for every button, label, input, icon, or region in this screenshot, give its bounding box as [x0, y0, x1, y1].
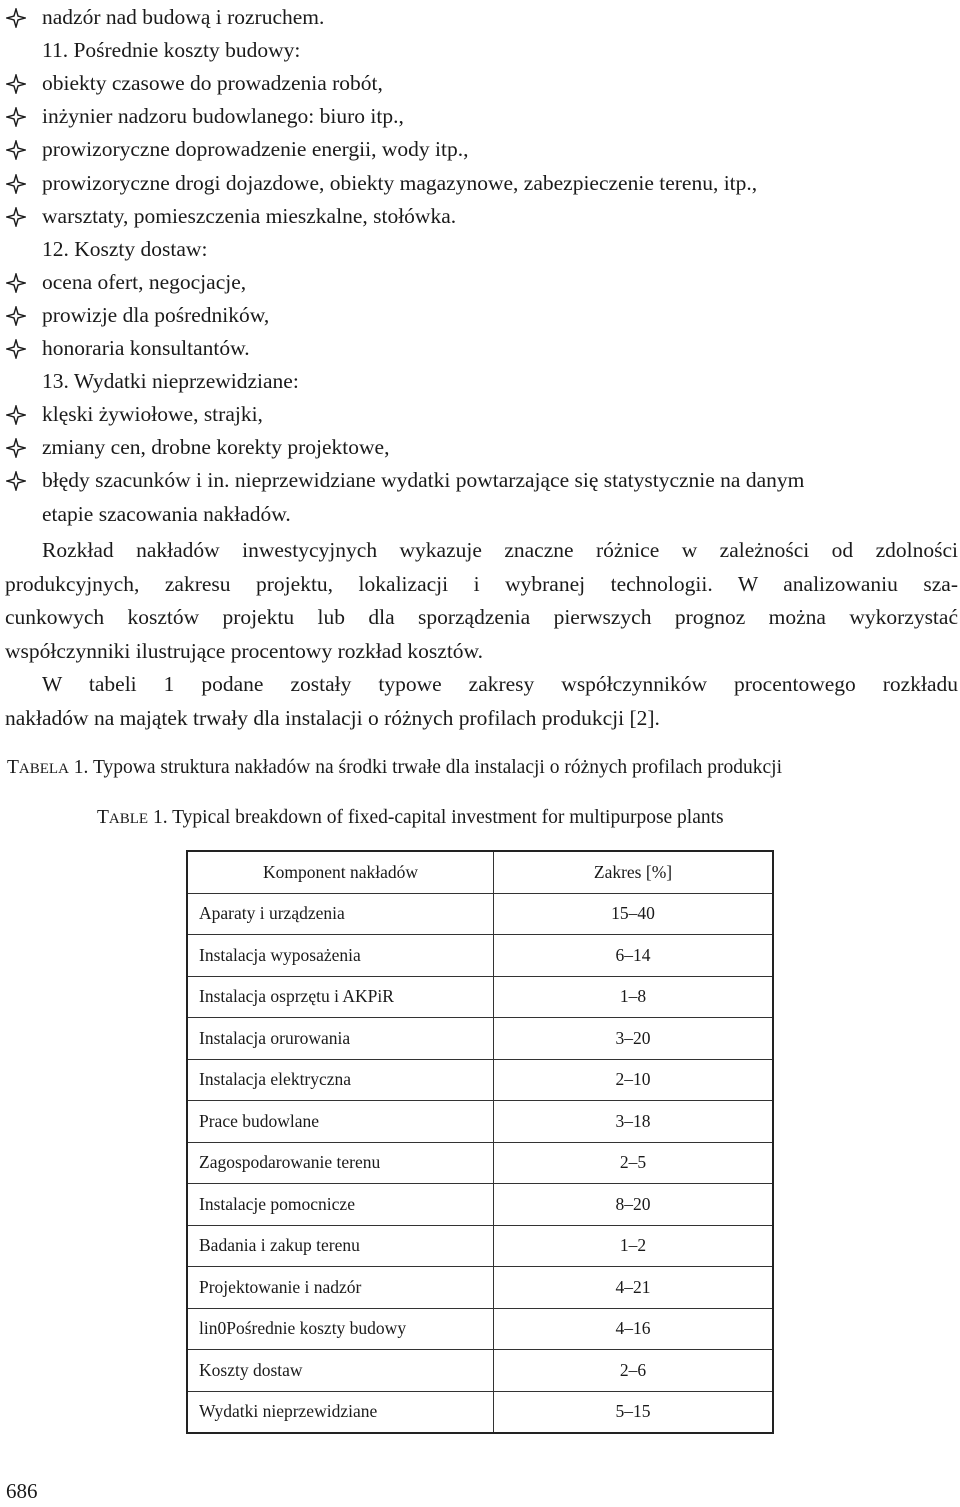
- section-heading-text: 13. Wydatki nieprzewidziane:: [42, 369, 299, 394]
- table-row: [187, 1225, 773, 1267]
- cell-component: Projektowanie i nadzór: [187, 1267, 494, 1309]
- star-bullet-icon: [6, 207, 26, 227]
- list-item-text: prowizje dla pośredników,: [42, 302, 270, 327]
- list-item-text: prowizoryczne doprowadzenie energii, wody itp.,: [42, 137, 469, 162]
- cell-component: Instalacja orurowania: [187, 1018, 494, 1060]
- star-bullet-icon: [6, 74, 26, 94]
- cell-range: 1–8: [494, 976, 774, 1018]
- caption-label-smallcaps: ABLE: [108, 811, 149, 827]
- star-bullet-icon: [6, 306, 26, 326]
- paragraph-line: cunkowych kosztów projektu lub dla sporządzenia pierwszych prognoz można wykorzystać: [5, 605, 958, 629]
- table-row: [187, 893, 773, 935]
- column-header-range: Zakres [%]: [494, 851, 774, 893]
- paragraph-table-intro: [5, 668, 958, 735]
- star-bullet-icon: [6, 405, 26, 425]
- list-item-text: inżynier nadzoru budowlanego: biuro itp.,: [42, 104, 404, 129]
- table-row: [187, 1267, 773, 1309]
- list-item-text: nadzór nad budową i rozruchem.: [42, 5, 325, 29]
- table-row: [187, 1101, 773, 1143]
- table-row: [187, 1142, 773, 1184]
- table-row: [187, 1350, 773, 1392]
- cell-component: Koszty dostaw: [187, 1350, 494, 1392]
- star-bullet-icon: [6, 438, 26, 458]
- table-row: [187, 935, 773, 977]
- cost-breakdown-table: [186, 850, 774, 1434]
- table-row: [187, 1018, 773, 1060]
- star-bullet-icon: [6, 8, 26, 28]
- list-item-text: etapie szacowania nakładów.: [42, 501, 291, 526]
- cell-component: Instalacja osprzętu i AKPiR: [187, 976, 494, 1018]
- cell-range: 2–6: [494, 1350, 774, 1392]
- cell-component: Instalacje pomocnicze: [187, 1184, 494, 1226]
- cell-component: Instalacja wyposażenia: [187, 935, 494, 977]
- cell-range: 3–18: [494, 1101, 774, 1143]
- cell-component: Aparaty i urządzenia: [187, 893, 494, 935]
- cell-range: 8–20: [494, 1184, 774, 1226]
- section-heading-text: 12. Koszty dostaw:: [42, 236, 208, 261]
- paragraph-line: współczynniki ilustrujące procentowy rozkład kosztów.: [5, 638, 484, 663]
- cell-component: Wydatki nieprzewidziane: [187, 1391, 494, 1433]
- table-row: [187, 976, 773, 1018]
- paragraph-line: nakładów na majątek trwały dla instalacji o różnych profilach produkcji [2].: [5, 705, 660, 730]
- list-item-text: ocena ofert, negocjacje,: [42, 269, 247, 294]
- caption-english: [97, 807, 724, 829]
- list-item-text: prowizoryczne drogi dojazdowe, obiekty magazynowe, zabezpieczenie terenu, itp.,: [42, 170, 758, 195]
- cell-range: 5–15: [494, 1391, 774, 1433]
- cell-range: 3–20: [494, 1018, 774, 1060]
- paragraph-line: produkcyjnych, zakresu projektu, lokalizacji i wybranej technologii. W analizowaniu sza-: [5, 571, 958, 596]
- caption-label-smallcaps: ABELA: [18, 761, 69, 777]
- table-header-row: [187, 851, 773, 893]
- column-header-component: Komponent nakładów: [187, 851, 494, 893]
- caption-text: 1. Typowa struktura nakładów na środki trwałe dla instalacji o różnych profilach produkcji: [68, 757, 782, 778]
- paragraph-distribution: [5, 534, 958, 668]
- cell-range: 4–21: [494, 1267, 774, 1309]
- cell-component: lin0Pośrednie koszty budowy: [187, 1308, 494, 1350]
- list-item-text: warsztaty, pomieszczenia mieszkalne, stołówka.: [42, 203, 457, 228]
- table-row: [187, 1391, 773, 1433]
- list-item-text: zmiany cen, drobne korekty projektowe,: [42, 435, 390, 460]
- cell-range: 1–2: [494, 1225, 774, 1267]
- table-row: [187, 1184, 773, 1226]
- section-heading-text: 11. Pośrednie koszty budowy:: [42, 38, 301, 63]
- cell-range: 4–16: [494, 1308, 774, 1350]
- caption-label-initial: T: [97, 807, 109, 828]
- cell-range: 2–5: [494, 1142, 774, 1184]
- list-item-text: błędy szacunków i in. nieprzewidziane wydatki powtarzające się statystycznie na danym: [42, 468, 805, 493]
- caption-text: 1. Typical breakdown of fixed-capital investment for multipurpose plants: [148, 807, 724, 828]
- star-bullet-icon: [6, 174, 26, 194]
- table-row: [187, 1059, 773, 1101]
- caption-label-initial: T: [7, 757, 19, 778]
- paragraph-line: W tabeli 1 podane zostały typowe zakresy współczynników procentowego rozkładu: [42, 672, 958, 696]
- list-item-text: klęski żywiołowe, strajki,: [42, 402, 263, 427]
- cell-range: 2–10: [494, 1059, 774, 1101]
- table-row: [187, 1308, 773, 1350]
- star-bullet-icon: [6, 339, 26, 359]
- paragraph-line: Rozkład nakładów inwestycyjnych wykazuje znaczne różnice w zależności od zdolności: [42, 538, 958, 562]
- cell-range: 6–14: [494, 935, 774, 977]
- cell-component: Instalacja elektryczna: [187, 1059, 494, 1101]
- cell-component: Badania i zakup terenu: [187, 1225, 494, 1267]
- page-number: 686: [6, 1479, 38, 1503]
- list-item-text: honoraria konsultantów.: [42, 336, 250, 360]
- star-bullet-icon: [6, 107, 26, 127]
- list-item-text: obiekty czasowe do prowadzenia robót,: [42, 71, 383, 96]
- cell-range: 15–40: [494, 893, 774, 935]
- star-bullet-icon: [6, 140, 26, 160]
- caption-polish: [7, 757, 782, 779]
- star-bullet-icon: [6, 273, 26, 293]
- star-bullet-icon: [6, 471, 26, 491]
- cell-component: Zagospodarowanie terenu: [187, 1142, 494, 1184]
- cell-component: Prace budowlane: [187, 1101, 494, 1143]
